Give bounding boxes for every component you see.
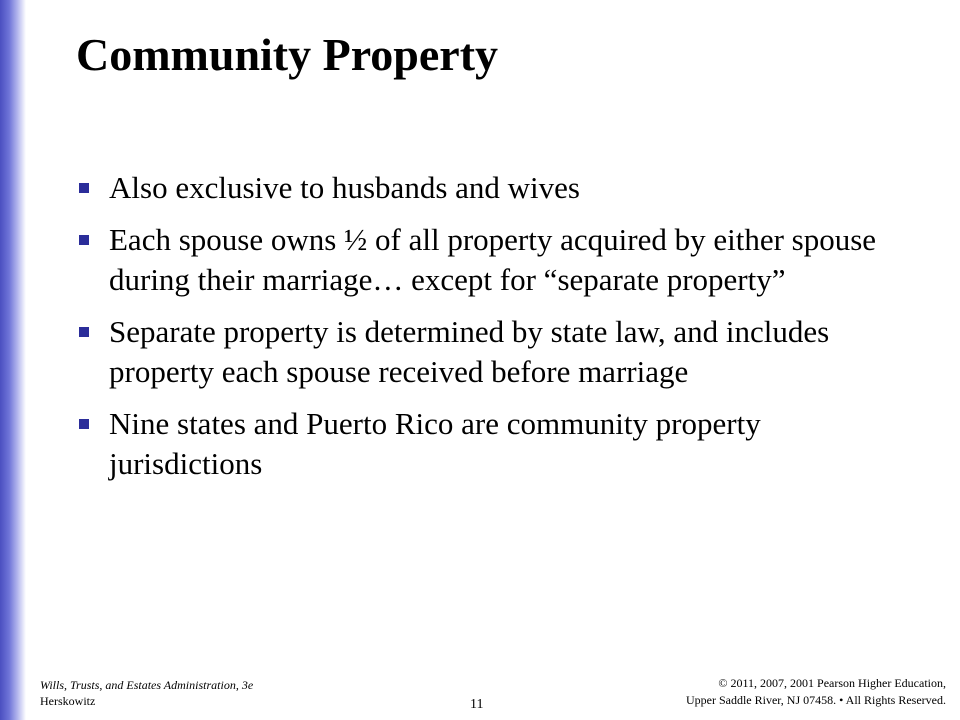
bullet-text: Each spouse owns ½ of all property acquired by either spouse during their marriage… except for “separate property” xyxy=(109,222,877,297)
copyright-line-1: © 2011, 2007, 2001 Pearson Higher Education, xyxy=(718,676,946,690)
course-title: Wills, Trusts, and Estates Administration, 3e xyxy=(40,678,254,692)
bullet-item xyxy=(72,404,902,484)
bullet-text: Separate property is determined by state law, and includes property each spouse received before marriage xyxy=(109,314,830,389)
bullet-item xyxy=(72,312,902,392)
copyright-line-2: Upper Saddle River, NJ 07458. • All Rights Reserved. xyxy=(685,693,946,707)
square-bullet-icon xyxy=(79,419,89,429)
square-bullet-icon xyxy=(79,327,89,337)
bullet-text: Also exclusive to husbands and wives xyxy=(109,170,580,205)
bullet-list xyxy=(72,168,902,496)
footer-course-info xyxy=(40,677,253,709)
author-name: Herskowitz xyxy=(40,694,96,708)
copyright-notice xyxy=(686,675,946,709)
bullet-item xyxy=(72,220,902,300)
square-bullet-icon xyxy=(79,183,89,193)
bullet-item xyxy=(72,168,902,208)
slide-title: Community Property xyxy=(76,29,499,80)
bullet-text: Nine states and Puerto Rico are community property jurisdictions xyxy=(109,406,761,481)
page-number: 11 xyxy=(470,697,484,712)
square-bullet-icon xyxy=(79,235,89,245)
decorative-side-bar xyxy=(0,0,26,720)
